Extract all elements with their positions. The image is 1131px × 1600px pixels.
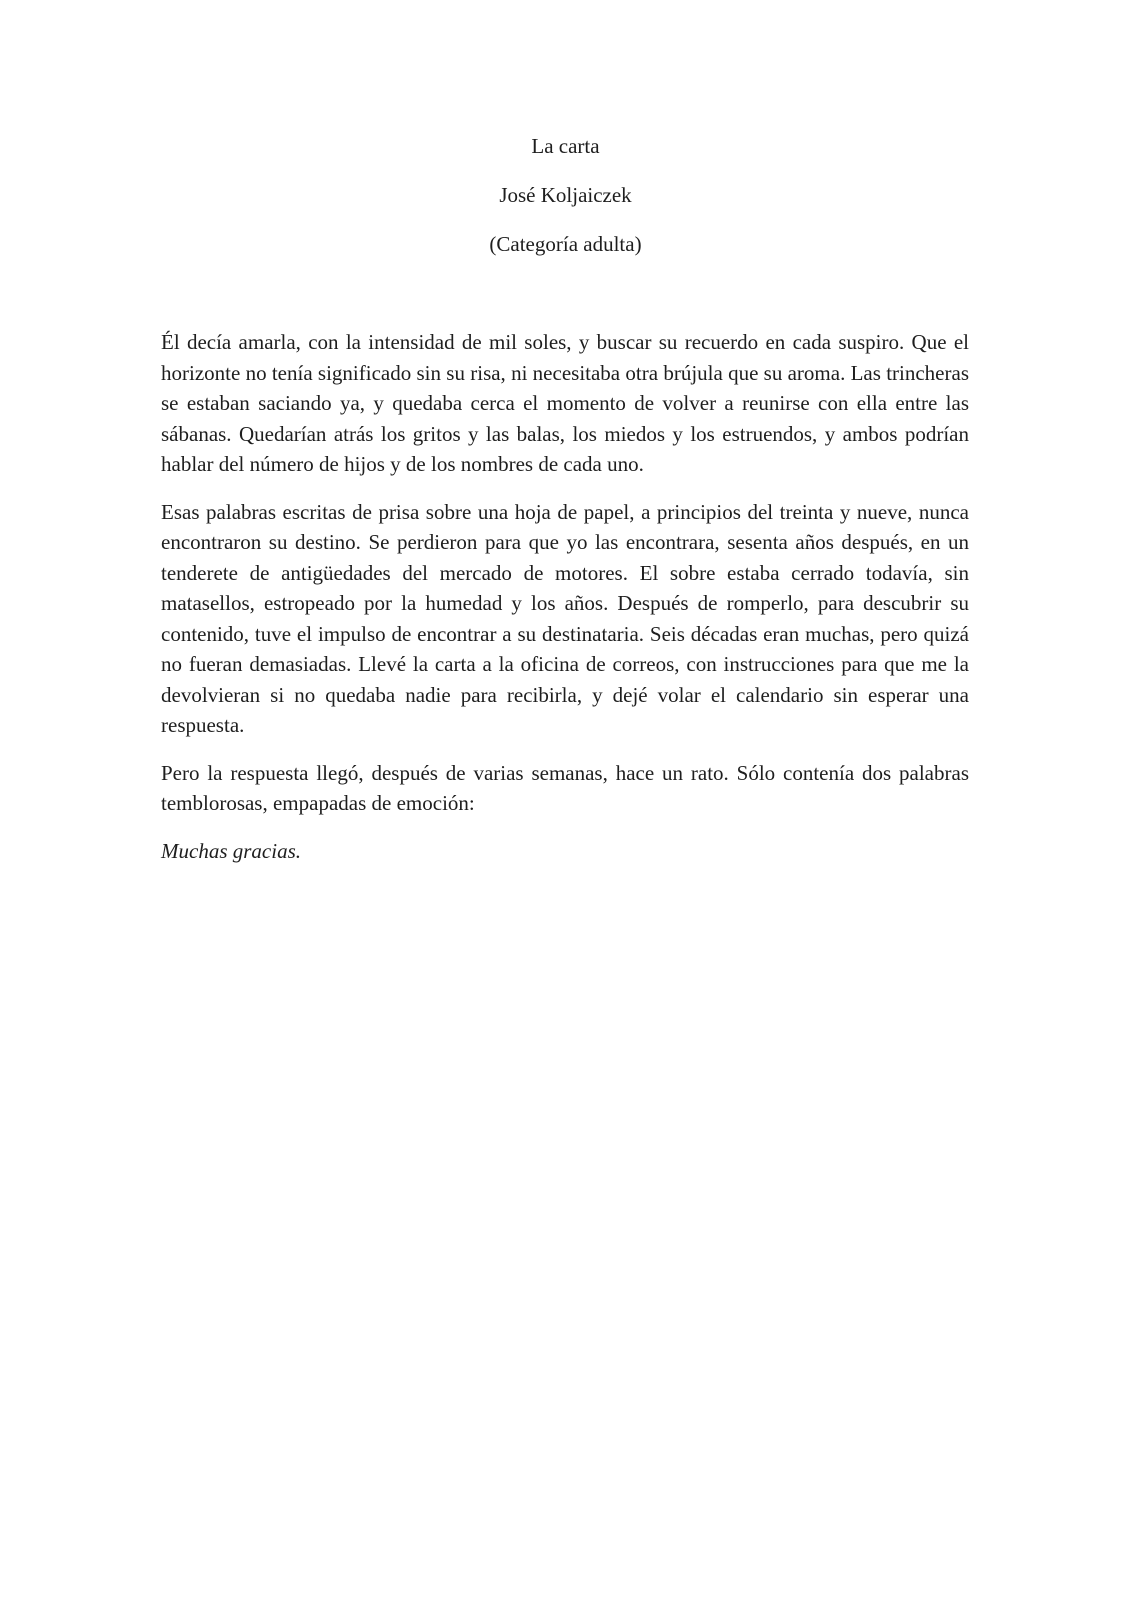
closing-line: Muchas gracias. <box>161 838 301 863</box>
document-author: José Koljaiczek <box>499 183 632 207</box>
paragraph-2: Esas palabras escritas de prisa sobre una hoja de papel, a principios del treinta y nueve, nunca encontraron su destino. Se perdieron para que yo las encontrara, sesenta años después, en un tenderete de antigüedades del mercado de motores. El sobre estaba cerrado todavía, sin matasellos, estropeado por la humedad y los años. Después de romperlo, para descubrir su contenido, tuve el impulso de encontrar a su destinataria. Seis décadas eran muchas, pero quizá no fueran demasiadas. Llevé la carta a la oficina de correos, con instrucciones para que me la devolvieran si no quedaba nadie para recibirla, y dejé volar el calendario sin esperar una respuesta. <box>161 499 969 737</box>
paragraph-1: Él decía amarla, con la intensidad de mil soles, y buscar su recuerdo en cada suspiro. Que el horizonte no tenía significado sin su risa, ni necesitaba otra brújula que su aroma. Las trincheras se estaban saciando ya, y quedaba cerca el momento de volver a reunirse con ella entre las sábanas. Quedarían atrás los gritos y las balas, los miedos y los estruendos, y ambos podrían hablar del número de hijos y de los nombres de cada uno. <box>161 330 969 476</box>
document-category: (Categoría adulta) <box>489 232 642 256</box>
document-body <box>161 327 969 883</box>
document-header <box>0 131 1131 278</box>
document-title: La carta <box>531 134 600 158</box>
paragraph-3: Pero la respuesta llegó, después de varias semanas, hace un rato. Sólo contenía dos palabras temblorosas, empapadas de emoción: <box>161 760 969 815</box>
